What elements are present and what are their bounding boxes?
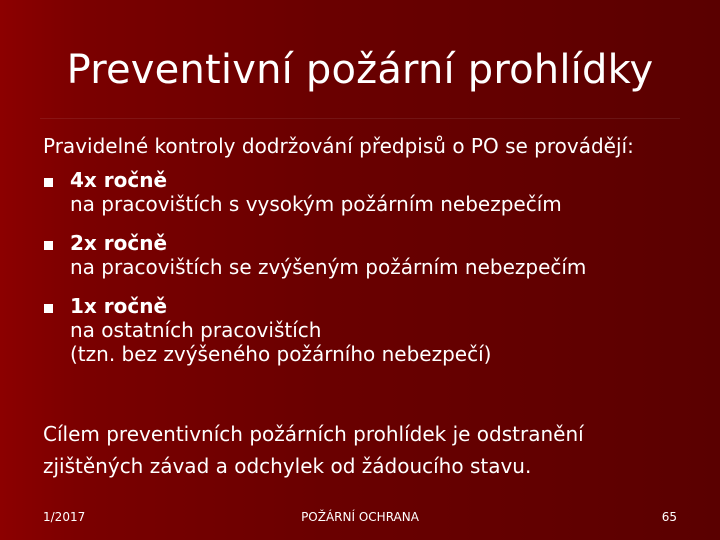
bullet-item-1x xyxy=(43,294,683,366)
slide-title: Preventivní požární prohlídky xyxy=(66,47,654,93)
conclusion-text xyxy=(43,418,683,482)
bullet-item-2x xyxy=(43,231,683,279)
bullet-description: na ostatních pracovištích xyxy=(70,318,322,342)
intro-text: Pravidelné kontroly dodržování předpisů o PO se provádějí: xyxy=(43,134,634,158)
slide-number: 65 xyxy=(661,510,677,524)
square-bullet-icon xyxy=(44,241,53,250)
title-divider xyxy=(40,118,680,119)
conclusion-line: zjištěných závad a odchylek od žádoucího stavu. xyxy=(43,454,532,478)
bullet-description: na pracovištích s vysokým požárním nebezpečím xyxy=(70,192,562,216)
square-bullet-icon xyxy=(44,178,53,187)
square-bullet-icon xyxy=(44,304,53,313)
bullet-title: 1x ročně xyxy=(70,294,168,318)
footer-date: 1/2017 xyxy=(43,510,86,524)
bullet-title: 4x ročně xyxy=(70,168,168,192)
bullet-title: 2x ročně xyxy=(70,231,168,255)
bullet-item-4x xyxy=(43,168,683,216)
bullet-description-note: (tzn. bez zvýšeného požárního nebezpečí) xyxy=(70,342,492,366)
bullet-description: na pracovištích se zvýšeným požárním nebezpečím xyxy=(70,255,587,279)
bullet-list xyxy=(43,168,683,381)
conclusion-line: Cílem preventivních požárních prohlídek je odstranění xyxy=(43,422,584,446)
footer-title: POŽÁRNÍ OCHRANA xyxy=(301,510,419,524)
